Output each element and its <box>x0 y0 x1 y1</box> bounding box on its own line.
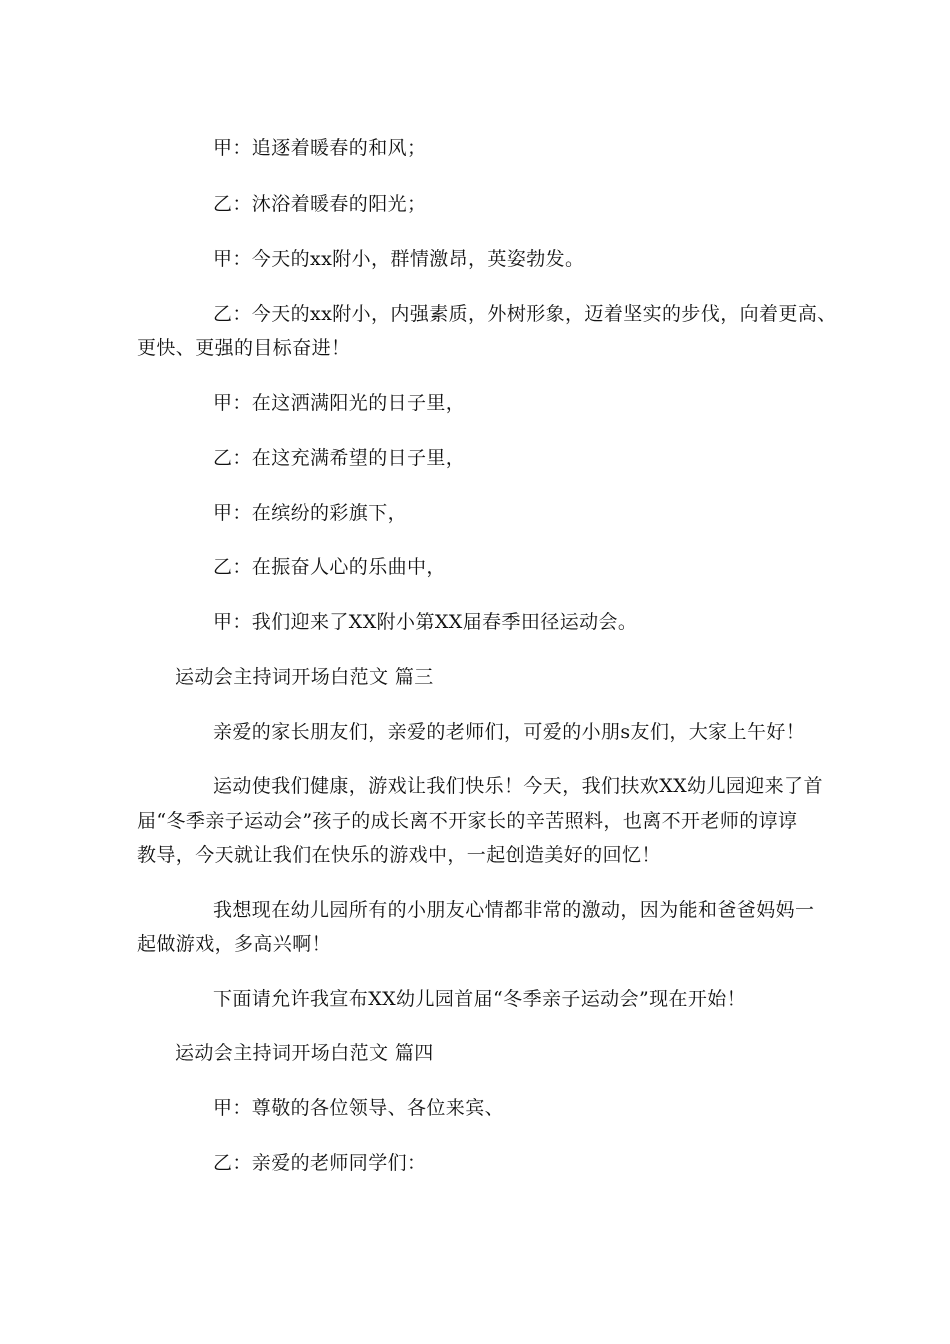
dialogue-line: 甲：今天的xx附小，群情激昂，英姿勃发。 <box>213 248 585 270</box>
dialogue-line: 甲：我们迎来了XX附小第XX届春季田径运动会。 <box>213 611 638 633</box>
paragraph-line: 亲爱的家长朋友们，亲爱的老师们，可爱的小朋s友们，大家上午好！ <box>213 721 806 743</box>
paragraph-line-continuation: 教导，今天就让我们在快乐的游戏中，一起创造美好的回忆！ <box>137 844 661 866</box>
dialogue-line: 乙：在这充满希望的日子里， <box>213 447 466 469</box>
dialogue-line: 乙：亲爱的老师同学们： <box>213 1152 427 1174</box>
paragraph-line: 运动使我们健康，游戏让我们快乐！今天，我们扶欢XX幼儿园迎来了首 <box>213 775 823 797</box>
paragraph-line: 我想现在幼儿园所有的小朋友心情都非常的激动，因为能和爸爸妈妈一 <box>213 899 815 921</box>
dialogue-line: 乙：今天的xx附小，内强素质，外树形象，迈着坚实的步伐，向着更高、 <box>213 303 837 325</box>
dialogue-line: 乙：沐浴着暖春的阳光； <box>213 193 427 215</box>
section-heading: 运动会主持词开场白范文 篇三 <box>175 666 434 688</box>
dialogue-line: 甲：追逐着暖春的和风； <box>213 137 427 159</box>
dialogue-line: 甲：在这洒满阳光的日子里， <box>213 392 466 414</box>
dialogue-line: 甲：在缤纷的彩旗下， <box>213 502 408 524</box>
dialogue-line: 乙：在振奋人心的乐曲中， <box>213 556 446 578</box>
paragraph-line: 下面请允许我宣布XX幼儿园首届“冬季亲子运动会”现在开始！ <box>213 988 747 1010</box>
paragraph-line-continuation: 起做游戏，多高兴啊！ <box>137 933 332 955</box>
section-heading: 运动会主持词开场白范文 篇四 <box>175 1042 434 1064</box>
dialogue-line: 甲：尊敬的各位领导、各位来宾、 <box>213 1097 505 1119</box>
dialogue-line-continuation: 更快、更强的目标奋进！ <box>137 337 351 359</box>
paragraph-line-continuation: 届“冬季亲子运动会”孩子的成长离不开家长的辛苦照料，也离不开老师的谆谆 <box>137 810 798 832</box>
